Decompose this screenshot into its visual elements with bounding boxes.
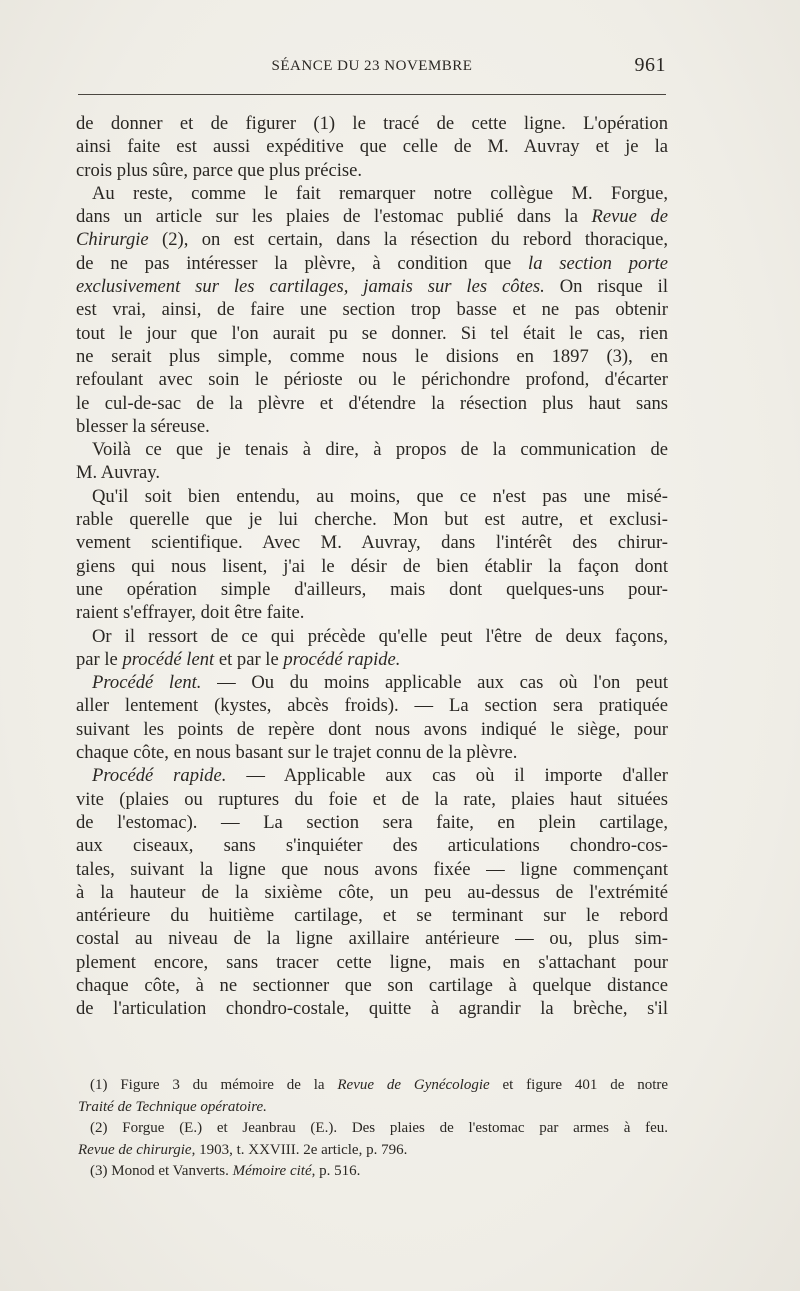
- text-line-segment: Revue de: [591, 206, 668, 228]
- text-line: [76, 228, 668, 251]
- text-line: [76, 788, 668, 811]
- text-line-segment: à la hauteur de la sixième côte, un peu au-dessus de l'extrémité: [76, 881, 668, 903]
- text-line: [76, 834, 668, 857]
- footnote-line-segment: Traité de Technique opératoire.: [78, 1098, 267, 1115]
- text-line-segment: et par le: [214, 648, 284, 670]
- text-line: [76, 741, 668, 764]
- text-line-segment: Qu'il soit bien entendu, au moins, que ce n'est pas une misé-: [92, 485, 668, 507]
- footnote-line: [78, 1075, 668, 1097]
- text-line: [76, 368, 668, 391]
- text-line: [76, 718, 668, 741]
- text-line-segment: — Ou du moins applicable aux cas où l'on peut: [201, 672, 668, 694]
- text-line-segment: antérieure du huitième cartilage, et se terminant sur le rebord: [76, 905, 668, 927]
- text-line-segment: rable querelle que je lui cherche. Mon but est autre, et exclusi-: [76, 509, 668, 531]
- text-line-segment: giens qui nous lisent, j'ai le désir de bien établir la façon dont: [76, 555, 668, 577]
- text-line: [76, 438, 668, 461]
- text-line: [76, 159, 668, 182]
- text-line-segment: (2), on est certain, dans la résection du rebord thoracique,: [148, 229, 668, 251]
- text-line: [76, 322, 668, 345]
- text-line-segment: de ne pas intéresser la plèvre, à condition que: [76, 252, 529, 274]
- text-line-segment: suivant les points de repère dont nous avons indiqué le siège, pour: [76, 718, 668, 740]
- footnote-line: [78, 1161, 668, 1183]
- text-line: [76, 252, 668, 275]
- text-line-segment: le cul-de-sac de la plèvre et d'étendre la résection plus haut sans: [76, 392, 668, 414]
- footnote-line: [78, 1097, 668, 1119]
- text-line-segment: Voilà ce que je tenais à dire, à propos de la communication de: [92, 439, 668, 461]
- text-line: [76, 298, 668, 321]
- running-header: [78, 54, 666, 84]
- text-line-segment: Procédé rapide.: [92, 765, 227, 787]
- text-line-segment: exclusivement sur les cartilages, jamais sur les côtes.: [76, 276, 545, 298]
- footnote-line-segment: , p. 516.: [311, 1163, 361, 1179]
- text-line: [76, 205, 668, 228]
- page-number: 961: [634, 54, 666, 76]
- text-line: [76, 648, 668, 671]
- text-line: [76, 881, 668, 904]
- text-line: [76, 415, 668, 438]
- text-line-segment: refoulant avec soin le périoste ou le périchondre profond, d'écarter: [76, 369, 668, 391]
- text-line-segment: de donner et de figurer (1) le tracé de cette ligne. L'opération: [76, 113, 668, 134]
- running-title: SÉANCE DU 23 NOVEMBRE: [271, 58, 473, 74]
- body-text: [76, 112, 668, 1021]
- text-line-segment: aller lentement (kystes, abcès froids). — La section sera pratiquée: [76, 695, 668, 717]
- text-line-segment: vement scientifique. Avec M. Auvray, dans l'intérêt des chirur-: [76, 532, 668, 554]
- text-line-segment: une opération simple d'ailleurs, mais dont quelques-uns pour-: [76, 578, 668, 600]
- footnote-line-segment: (1) Figure 3 du mémoire de la: [90, 1077, 338, 1093]
- text-line-segment: blesser la séreuse.: [76, 415, 210, 437]
- footnote-line: [78, 1140, 668, 1162]
- text-line: [76, 764, 668, 787]
- text-line: [76, 974, 668, 997]
- text-line-segment: Procédé lent.: [92, 672, 202, 694]
- text-line-segment: de l'estomac). — La section sera faite, en plein cartilage,: [76, 811, 668, 833]
- footnote-line-segment: et figure 401 de notre: [489, 1077, 668, 1093]
- text-line: [76, 811, 668, 834]
- footnote-line-segment: Revue de Gynécologie: [337, 1077, 490, 1093]
- text-line-segment: Or il ressort de ce qui précède qu'elle peut l'être de deux façons,: [92, 625, 668, 647]
- text-line-segment: vite (plaies ou ruptures du foie et de la rate, plaies haut situées: [76, 788, 668, 810]
- text-line-segment: la section porte: [528, 252, 668, 274]
- text-line-segment: ne serait plus simple, comme nous le disions en 1897 (3), en: [76, 345, 668, 367]
- text-line-segment: tout le jour que l'on aurait pu se donner. Si tel était le cas, rien: [76, 322, 668, 344]
- text-line-segment: par le: [76, 648, 123, 670]
- text-line: [76, 927, 668, 950]
- text-line-segment: Au reste, comme le fait remarquer notre collègue M. Forgue,: [92, 182, 668, 204]
- text-line: [76, 531, 668, 554]
- text-line: [76, 951, 668, 974]
- text-line-segment: tales, suivant la ligne que nous avons fixée — ligne commençant: [76, 858, 668, 880]
- footnote-line-segment: (3) Monod et Vanverts.: [90, 1163, 233, 1179]
- footnotes: [78, 1075, 668, 1183]
- text-line-segment: de l'articulation chondro-costale, quitte à agrandir la brèche, s'il: [76, 998, 668, 1020]
- text-line: [76, 601, 668, 624]
- footnote-line-segment: , 1903, t. XXVIII. 2e article, p. 796.: [191, 1141, 408, 1158]
- text-line-segment: chaque côte, en nous basant sur le trajet connu de la plèvre.: [76, 742, 518, 764]
- footnote-line-segment: Revue de chirurgie: [78, 1141, 192, 1158]
- text-line-segment: procédé rapide.: [283, 648, 401, 670]
- text-line: [76, 275, 668, 298]
- footnote-line-segment: (2) Forgue (E.) et Jeanbrau (E.). Des plaies de l'estomac par armes à feu.: [90, 1120, 668, 1136]
- text-line: [76, 508, 668, 531]
- text-line-segment: plement encore, sans tracer cette ligne, mais en s'attachant pour: [76, 951, 668, 973]
- text-line: [76, 578, 668, 601]
- text-line-segment: procédé lent: [122, 648, 215, 670]
- text-line: [76, 345, 668, 368]
- text-line-segment: crois plus sûre, parce que plus précise.: [76, 159, 363, 181]
- text-line-segment: dans un article sur les plaies de l'estomac publié dans la: [76, 206, 592, 228]
- text-line-segment: Chirurgie: [76, 229, 149, 251]
- text-line-segment: costal au niveau de la ligne axillaire antérieure — ou, plus sim-: [76, 928, 668, 950]
- header-rule: [78, 94, 666, 95]
- text-line: [76, 485, 668, 508]
- text-line: [76, 625, 668, 648]
- text-line: [76, 904, 668, 927]
- text-line-segment: est vrai, ainsi, de faire une section trop basse et ne pas obtenir: [76, 299, 668, 321]
- text-line-segment: ainsi faite est aussi expéditive que celle de M. Auvray et je la: [76, 136, 668, 158]
- text-line-segment: raient s'effrayer, doit être faite.: [76, 602, 305, 624]
- text-line: [76, 392, 668, 415]
- text-line: [76, 182, 668, 205]
- text-line: [76, 694, 668, 717]
- text-line-segment: aux ciseaux, sans s'inquiéter des articulations chondro-cos-: [76, 835, 668, 857]
- text-line: [76, 997, 668, 1020]
- text-line: [76, 555, 668, 578]
- text-line: [76, 671, 668, 694]
- text-line-segment: — Applicable aux cas où il importe d'aller: [226, 765, 668, 787]
- text-line-segment: On risque il: [544, 276, 668, 298]
- footnote-line: [78, 1118, 668, 1140]
- text-line-segment: chaque côte, à ne sectionner que son cartilage à quelque distance: [76, 974, 668, 996]
- text-line: [76, 858, 668, 881]
- text-line: [76, 135, 668, 158]
- text-line: [76, 461, 668, 484]
- text-line: [76, 112, 668, 135]
- text-line-segment: M. Auvray.: [76, 462, 161, 484]
- footnote-line-segment: Mémoire cité: [232, 1163, 312, 1179]
